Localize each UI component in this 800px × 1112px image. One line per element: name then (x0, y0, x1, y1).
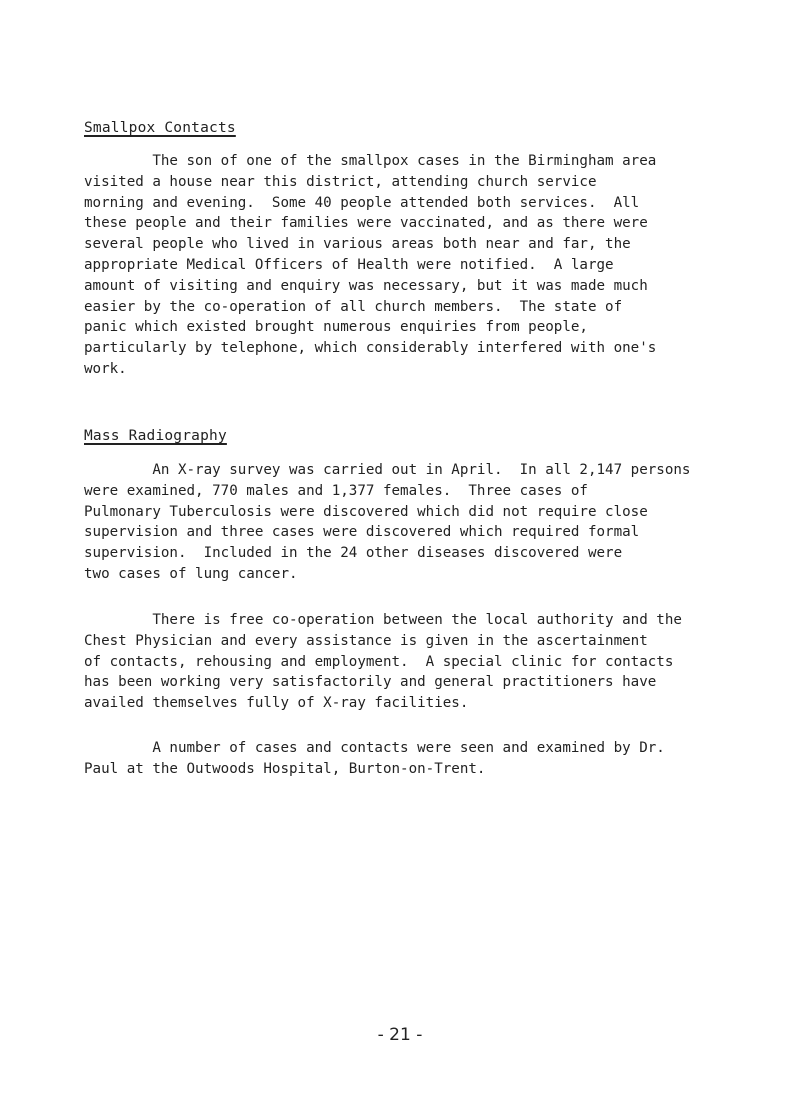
page-number: - 21 - (377, 1025, 423, 1045)
text-line: availed themselves fully of X-ray facilities. (84, 695, 469, 712)
text-line: morning and evening. Some 40 people attended both services. All (84, 194, 640, 211)
text-line: A number of cases and contacts were seen and examined by Dr. (84, 740, 665, 756)
text-line: Pulmonary Tuberculosis were discovered which did not require close (84, 503, 648, 520)
text-line: Paul at the Outwoods Hospital, Burton-on-Trent. (84, 760, 486, 777)
text-line: work. (84, 360, 127, 377)
text-line: supervision. Included in the 24 other diseases discovered were (84, 545, 623, 562)
paragraph-mass-radiography-survey (84, 460, 690, 585)
paragraph-outwoods-hospital (84, 738, 665, 780)
paragraph-smallpox-contacts (84, 151, 656, 380)
text-line: easier by the co-operation of all church members. The state of (84, 298, 623, 315)
text-line: two cases of lung cancer. (84, 565, 298, 582)
text-line: has been working very satisfactorily and general practitioners have (84, 674, 657, 691)
text-line: visited a house near this district, attending church service (84, 173, 597, 190)
text-line: appropriate Medical Officers of Health were notified. A large (84, 256, 614, 273)
paragraph-chest-physician-cooperation (84, 610, 682, 714)
text-line: of contacts, rehousing and employment. A special clinic for contacts (84, 653, 674, 670)
text-line: these people and their families were vaccinated, and as there were (84, 215, 648, 232)
text-line: There is free co-operation between the local authority and the (84, 612, 682, 628)
text-line: particularly by telephone, which considerably interfered with one's (84, 340, 657, 357)
text-line: panic which existed brought numerous enquiries from people, (84, 319, 588, 336)
text-line: An X-ray survey was carried out in April. In all 2,147 persons (84, 462, 691, 478)
text-line: Chest Physician and every assistance is given in the ascertainment (84, 632, 648, 649)
section-heading-smallpox-contacts: Smallpox Contacts (84, 120, 236, 136)
section-heading-mass-radiography: Mass Radiography (84, 428, 227, 444)
text-line: supervision and three cases were discovered which required formal (84, 524, 640, 541)
text-line: were examined, 770 males and 1,377 females. Three cases of (84, 482, 588, 499)
text-line: several people who lived in various areas both near and far, the (84, 236, 631, 253)
text-line: amount of visiting and enquiry was necessary, but it was made much (84, 277, 648, 294)
text-line: The son of one of the smallpox cases in the Birmingham area (84, 153, 657, 169)
